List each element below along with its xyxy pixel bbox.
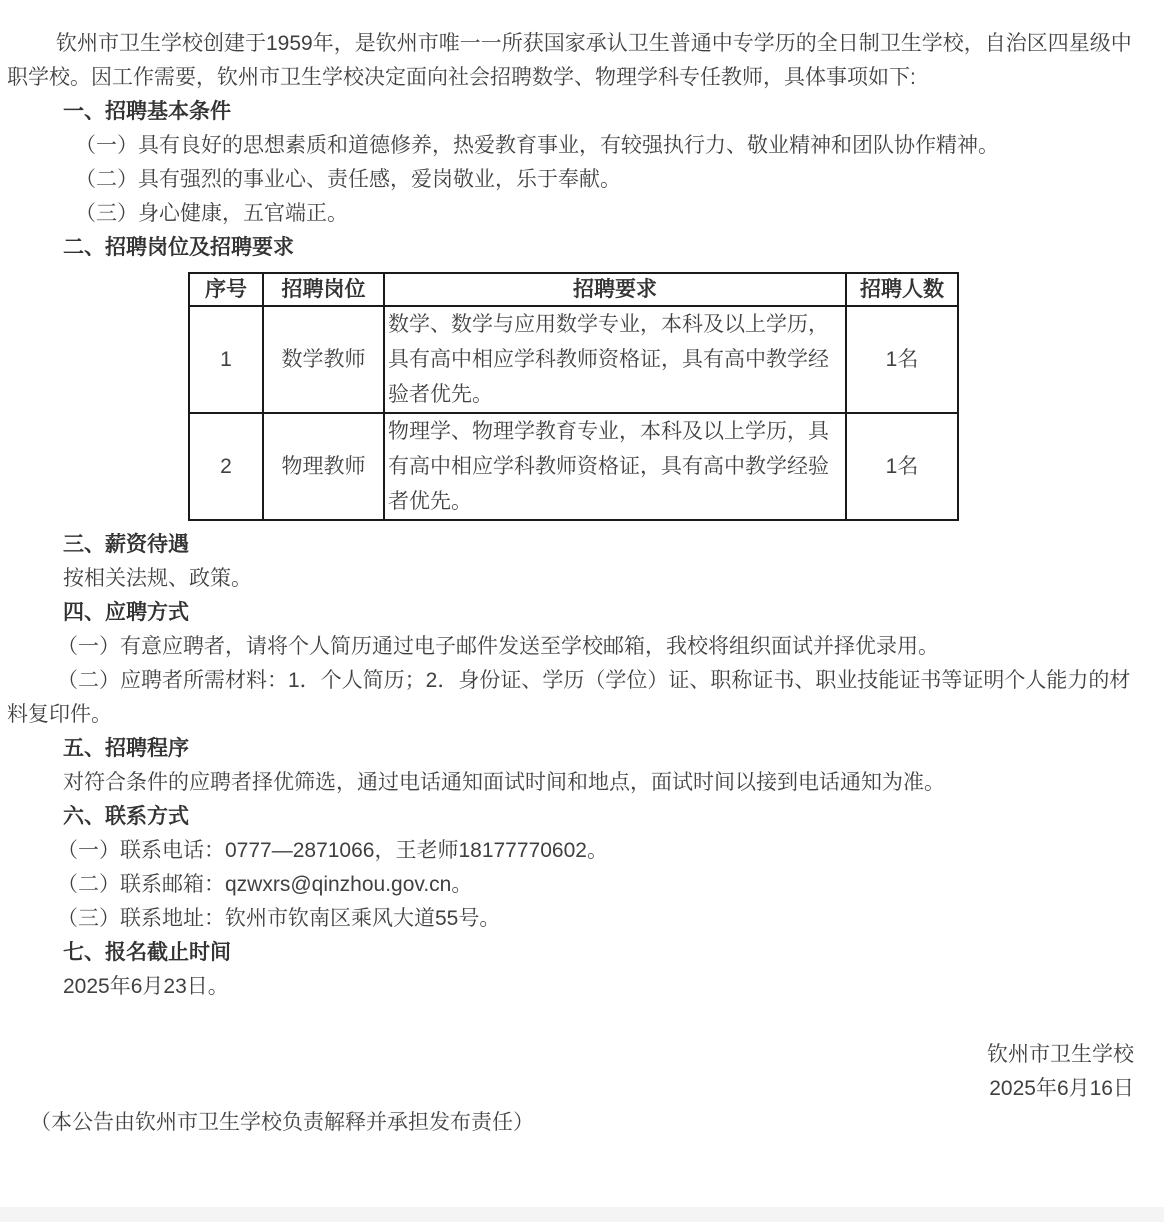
section-5-heading: 五、招聘程序 [63, 737, 189, 760]
cell-index: 1 [189, 306, 263, 413]
section-3-heading: 三、薪资待遇 [63, 533, 189, 556]
cell-post: 数学教师 [263, 306, 384, 413]
section-1-heading: 一、招聘基本条件 [63, 100, 231, 123]
section-1-item: （三）身心健康，五官端正。 [75, 202, 348, 225]
table-row [189, 306, 958, 413]
cell-index: 2 [189, 413, 263, 520]
column-header-index: 序号 [189, 273, 263, 306]
table-header-row [189, 273, 958, 306]
cell-requirement: 物理学、物理学教育专业，本科及以上学历，具有高中相应学科教师资格证，具有高中教学经验者优先。 [384, 413, 846, 520]
cell-count: 1名 [846, 306, 958, 413]
contact-address: （三）联系地址：钦州市钦南区乘风大道55号。 [57, 907, 501, 930]
column-header-post: 招聘岗位 [263, 273, 384, 306]
table-row [189, 413, 958, 520]
section-4-item: （二）应聘者所需材料：1．个人简历；2．身份证、学历（学位）证、职称证书、职业技能证书等证明个人能力的材料复印件。 [7, 669, 1131, 726]
deadline-date: 2025年6月23日。 [63, 975, 229, 998]
contact-phone: （一）联系电话：0777—2871066，王老师18177770602。 [57, 839, 608, 862]
section-3-body: 按相关法规、政策。 [63, 567, 252, 590]
spacer [7, 1004, 1134, 1038]
section-6-heading: 六、联系方式 [63, 805, 189, 828]
section-5-body: 对符合条件的应聘者择优筛选，通过电话通知面试时间和地点，面试时间以接到电话通知为准。 [63, 771, 945, 794]
section-1-item: （二）具有强烈的事业心、责任感，爱岗敬业，乐于奉献。 [75, 168, 621, 191]
section-4-heading: 四、应聘方式 [63, 601, 189, 624]
footer-divider-bar [0, 1207, 1164, 1222]
cell-count: 1名 [846, 413, 958, 520]
section-2-heading: 二、招聘岗位及招聘要求 [63, 236, 294, 259]
positions-table [188, 272, 959, 521]
column-header-requirement: 招聘要求 [384, 273, 846, 306]
section-1-item: （一）具有良好的思想素质和道德修养，热爱教育事业，有较强执行力、敬业精神和团队协作精神。 [75, 134, 999, 157]
signature-org: 钦州市卫生学校 [987, 1043, 1134, 1066]
column-header-count: 招聘人数 [846, 273, 958, 306]
intro-paragraph: 钦州市卫生学校创建于1959年，是钦州市唯一一所获国家承认卫生普通中专学历的全日制卫生学校，自治区四星级中职学校。因工作需要，钦州市卫生学校决定面向社会招聘数学、物理学科专任教师，具体事项如下: [7, 32, 1132, 89]
contact-email: （二）联系邮箱：qzwxrs@qinzhou.gov.cn。 [57, 873, 473, 896]
signature-date: 2025年6月16日 [989, 1077, 1134, 1100]
section-7-heading: 七、报名截止时间 [63, 941, 231, 964]
cell-post: 物理教师 [263, 413, 384, 520]
section-4-item: （一）有意应聘者，请将个人简历通过电子邮件发送至学校邮箱，我校将组织面试并择优录用。 [57, 635, 939, 658]
disclaimer-note: （本公告由钦州市卫生学校负责解释并承担发布责任） [30, 1111, 534, 1134]
cell-requirement: 数学、数学与应用数学专业，本科及以上学历，具有高中相应学科教师资格证，具有高中教学经验者优先。 [384, 306, 846, 413]
